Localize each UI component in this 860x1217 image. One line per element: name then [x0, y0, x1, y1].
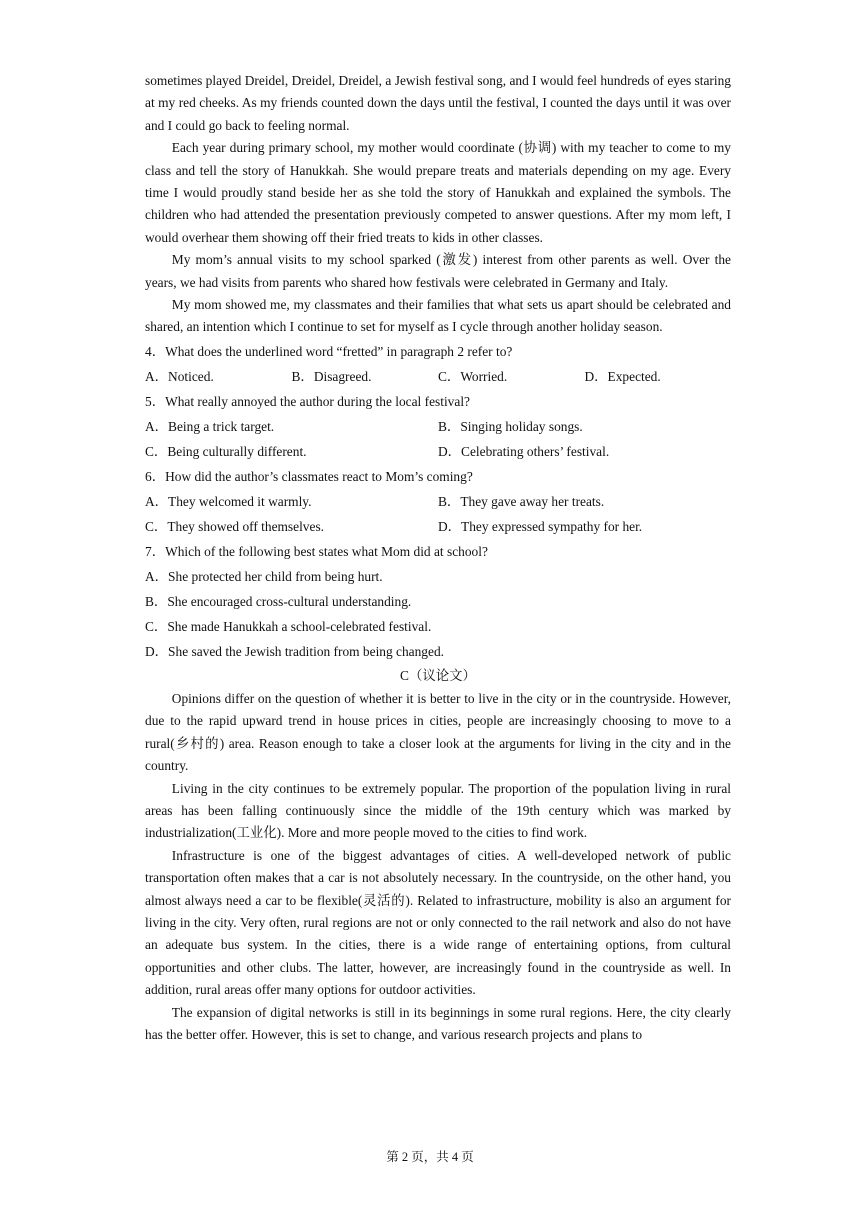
passage-c-paragraph-2: Living in the city continues to be extremely popular. The proportion of the population living in rural areas has been falling continuously since the middle of the 19th century which was marked by industrialization(工业化). More and more people moved to the cities to find work. [145, 780, 731, 841]
section-c-title: C（议论文） [400, 667, 476, 683]
option-c[interactable]: C．Being culturally different. [145, 443, 307, 459]
passage-b-paragraph-4: My mom showed me, my classmates and their families that what sets us apart should be celebrated and shared, an intention which I continue to set for myself as I cycle through another holiday season. [145, 297, 731, 335]
question-stem: 4．What does the underlined word “fretted” in paragraph 2 refer to? [145, 343, 513, 359]
passage-c-paragraph-3: Infrastructure is one of the biggest advantages of cities. A well-developed network of public transportation often makes that a car is not absolutely necessary. In the countryside, on the other hand, you almost always need a car to be flexible(灵活的). Related to infrastructure, mobility is also an argument for living in the city. Very often, rural regions are not or only connected to the rail network and also do not have an adequate bus system. In the cities, there is a wide range of entertaining options, from cultural opportunities and other clubs. The latter, however, are increasingly found in the countryside as well. In addition, rural areas offer many options for outdoor activities. [145, 847, 731, 998]
page-footer: 第 2 页，共 4 页 [386, 1150, 474, 1164]
question-6 [145, 464, 731, 539]
option-c[interactable]: C．They showed off themselves. [145, 518, 325, 534]
exam-page [145, 70, 731, 1046]
option-d[interactable]: D．They expressed sympathy for her. [438, 518, 643, 534]
option-a[interactable]: A．Being a trick target. [145, 418, 275, 434]
option-d[interactable]: D．Celebrating others’ festival. [438, 443, 610, 459]
passage-c-paragraph-1: Opinions differ on the question of whether it is better to live in the city or in the countryside. However, due to the rapid upward trend in house prices in cities, people are increasingly choosing to move to a rural(乡村的) area. Reason enough to take a closer look at the arguments for living in the city and in the country. [145, 690, 731, 774]
option-a[interactable]: A．Noticed. [145, 368, 214, 384]
option-d[interactable]: D．She saved the Jewish tradition from being changed. [145, 643, 444, 659]
options-row [145, 514, 731, 539]
passage-b-paragraph-2: Each year during primary school, my mother would coordinate (协调) with my teacher to come to my class and tell the story of Hanukkah. She would prepare treats and materials depending on my age. Every time I would proudly stand beside her as she told the story of Hanukkah and explained the symbols. The children who had attended the presentation previously competed to answer questions. After my mom left, I would overhear them showing off their fried treats to kids in other classes. [145, 140, 731, 245]
question-stem: 6．How did the author’s classmates react to Mom’s coming? [145, 468, 473, 484]
question-7 [145, 539, 731, 664]
question-4 [145, 339, 731, 389]
option-d[interactable]: D．Expected. [584, 368, 661, 384]
option-c[interactable]: C．She made Hanukkah a school-celebrated festival. [145, 618, 432, 634]
option-b[interactable]: B．She encouraged cross-cultural understanding. [145, 593, 412, 609]
options-row [145, 439, 731, 464]
question-5 [145, 389, 731, 464]
question-stem: 7．Which of the following best states what Mom did at school? [145, 543, 488, 559]
passage-c-paragraph-4: The expansion of digital networks is still in its beginnings in some rural regions. Here, the city clearly has the better offer. However, this is set to change, and various research projects and plans to [145, 1004, 731, 1042]
option-b[interactable]: B．They gave away her treats. [438, 493, 605, 509]
question-stem: 5．What really annoyed the author during the local festival? [145, 393, 470, 409]
option-b[interactable]: B．Singing holiday songs. [438, 418, 583, 434]
option-a[interactable]: A．They welcomed it warmly. [145, 493, 312, 509]
passage-b-paragraph-3: My mom’s annual visits to my school sparked (激发) interest from other parents as well. Over the years, we had visits from parents who shared how festivals were celebrated in Germany and Italy. [145, 252, 731, 290]
options-row [145, 364, 731, 389]
passage-b-paragraph-1: sometimes played Dreidel, Dreidel, Dreidel, a Jewish festival song, and I would feel hundreds of eyes staring at my red cheeks. As my friends counted down the days until the festival, I counted the days until it was over and I could go back to feeling normal. [145, 73, 731, 133]
options-row [145, 414, 731, 439]
option-c[interactable]: C．Worried. [438, 368, 508, 384]
option-b[interactable]: B．Disagreed. [291, 368, 372, 384]
option-a[interactable]: A．She protected her child from being hurt. [145, 568, 383, 584]
options-row [145, 489, 731, 514]
